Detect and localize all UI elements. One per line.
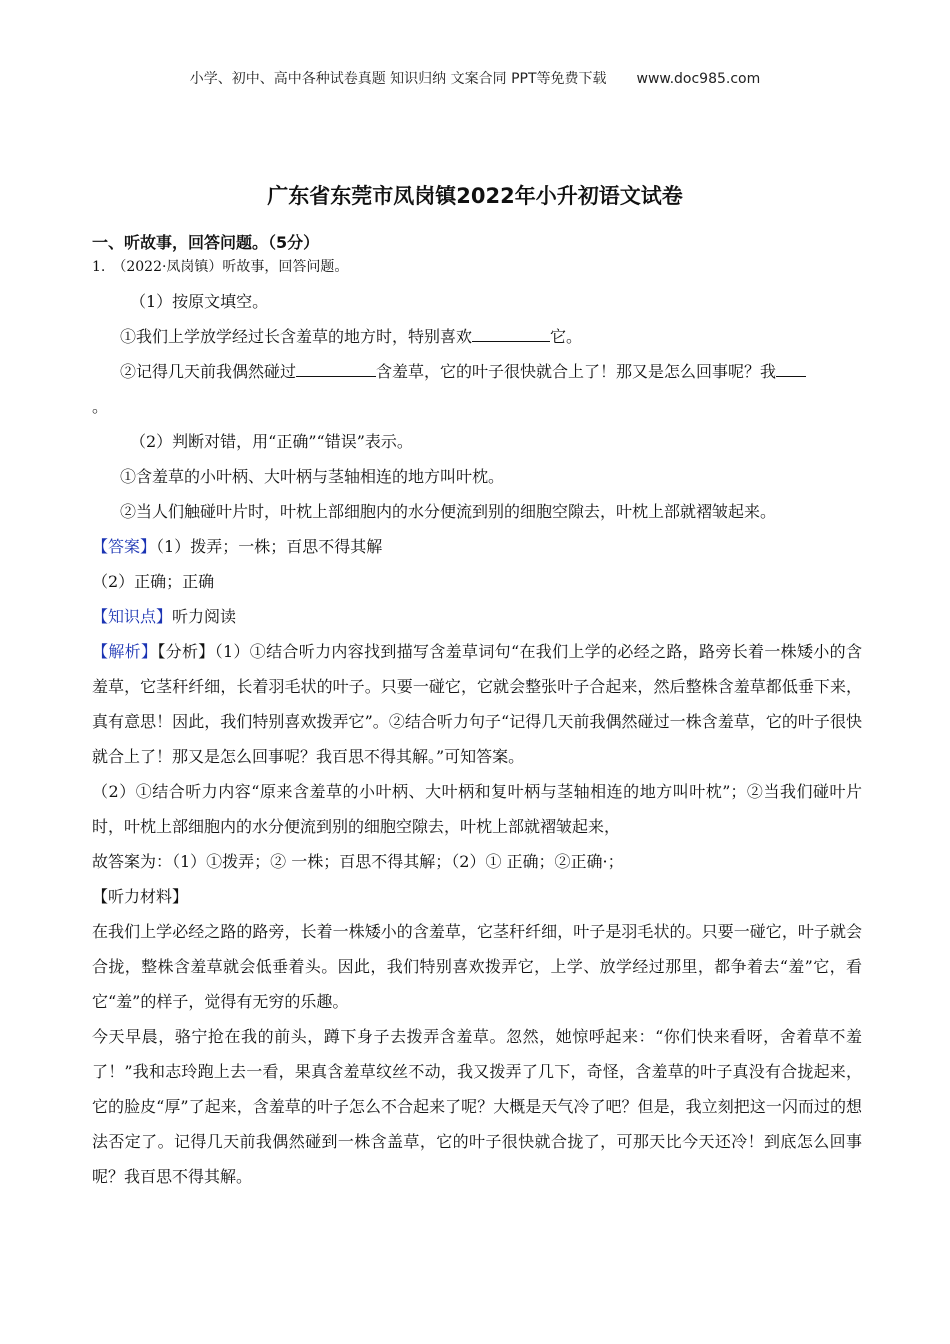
fill-b-end: 。 bbox=[92, 397, 109, 416]
judge-item-b: ②当人们触碰叶片时，叶枕上部细胞内的水分便流到别的细胞空隙去，叶枕上部就褶皱起来。 bbox=[120, 502, 777, 521]
answer-tag: 【答案】 bbox=[92, 537, 157, 556]
exam-content bbox=[92, 230, 862, 1194]
analysis-text-1: （1）①结合听力内容找到描写含羞草词句“在我们上学的必经之路，路旁长着一株矮小的含羞草，它茎秆纤细，长着羽毛状的叶子。只要一碰它，它就会整张叶子合起来，然后整株含羞草都低垂下来，真有意思！因此，我们特别喜欢拨弄它”。②结合听力句子“记得几天前我偶然碰过一株含羞草，它的叶子很快就合上了！那又是怎么回事呢？我百思不得其解。”可知答案。 bbox=[92, 642, 862, 766]
knowledge-text: 听力阅读 bbox=[172, 607, 237, 626]
final-answer: 故答案为：（1）①拨弄；② 一株；百思不得其解；（2）① 正确；②正确·； bbox=[92, 852, 624, 871]
analysis-paragraph-2: （2）①结合听力内容“原来含羞草的小叶柄、大叶柄和复叶柄与茎轴相连的地方叫叶枕”；②当我们碰叶片时，叶枕上部细胞内的水分便流到别的细胞空隙去，叶枕上部就褶皱起来， bbox=[92, 782, 862, 836]
knowledge-tag: 【知识点】 bbox=[92, 607, 173, 626]
banner-text: 小学、初中、高中各种试卷真题 知识归纳 文案合同 PPT等免费下载 bbox=[189, 71, 607, 87]
analysis-subtag: 【分析】 bbox=[157, 642, 215, 661]
page-title: 广东省东莞市凤岗镇2022年小升初语文试卷 bbox=[267, 184, 683, 208]
fill-item-a bbox=[92, 319, 862, 354]
answer-line-2: （2）正确；正确 bbox=[92, 572, 215, 591]
answer-line-1 bbox=[92, 529, 862, 564]
analysis-tag: 【解析】 bbox=[92, 642, 158, 661]
knowledge-line bbox=[92, 599, 862, 634]
judge-item-a: ①含羞草的小叶柄、大叶柄与茎轴相连的地方叫叶枕。 bbox=[120, 467, 505, 486]
fill-b-text-before: ②记得几天前我偶然碰过 bbox=[120, 362, 297, 381]
answer-blank-3[interactable] bbox=[776, 360, 806, 377]
section-heading: 一、听故事，回答问题。（5分） bbox=[92, 233, 320, 252]
fill-b-text-middle: 含羞草，它的叶子很快就合上了！那又是怎么回事呢？我 bbox=[376, 362, 777, 381]
answer-text-1: （1）拨弄；一株；百思不得其解 bbox=[156, 537, 383, 556]
answer-blank-2[interactable] bbox=[296, 360, 376, 377]
material-heading: 【听力材料】 bbox=[92, 887, 189, 906]
part2-label: （2）判断对错，用“正确”“错误”表示。 bbox=[130, 432, 413, 451]
banner-url[interactable]: www.doc985.com bbox=[636, 71, 761, 87]
fill-a-text-after: 它。 bbox=[550, 327, 583, 346]
material-paragraph-1: 在我们上学必经之路的路旁，长着一株矮小的含羞草，它茎秆纤细，叶子是羽毛状的。只要一碰它，叶子就会合拢，整株含羞草就会低垂着头。因此，我们特别喜欢拨弄它，上学、放学经过那里，都争着去“羞”它，看它“羞”的样子，觉得有无穷的乐趣。 bbox=[92, 922, 862, 1011]
material-paragraph-2: 今天早晨，骆宁抢在我的前头，蹲下身子去拨弄含羞草。忽然，她惊呼起来：“你们快来看呀，舍着草不羞了！”我和志玲跑上去一看，果真含羞草纹丝不动，我又拨弄了几下，奇怪，含羞草的叶子真没有合拢起来，它的脸皮“厚”了起来，含羞草的叶子怎么不合起来了呢？大概是天气冷了吧？但是，我立刻把这一闪而过的想法否定了。记得几天前我偶然碰到一株含盖草，它的叶子很快就合拢了，可那天比今天还冷！到底怎么回事呢？我百思不得其解。 bbox=[92, 1027, 862, 1186]
analysis-paragraph-1 bbox=[92, 634, 862, 774]
site-banner bbox=[0, 68, 950, 88]
answer-blank-1[interactable] bbox=[472, 325, 550, 342]
fill-a-text-before: ①我们上学放学经过长含羞草的地方时，特别喜欢 bbox=[120, 327, 473, 346]
question-stem: 1. （2022·凤岗镇）听故事，回答问题。 bbox=[92, 259, 349, 275]
part1-label: （1）按原文填空。 bbox=[130, 292, 269, 311]
fill-item-b bbox=[92, 354, 862, 389]
